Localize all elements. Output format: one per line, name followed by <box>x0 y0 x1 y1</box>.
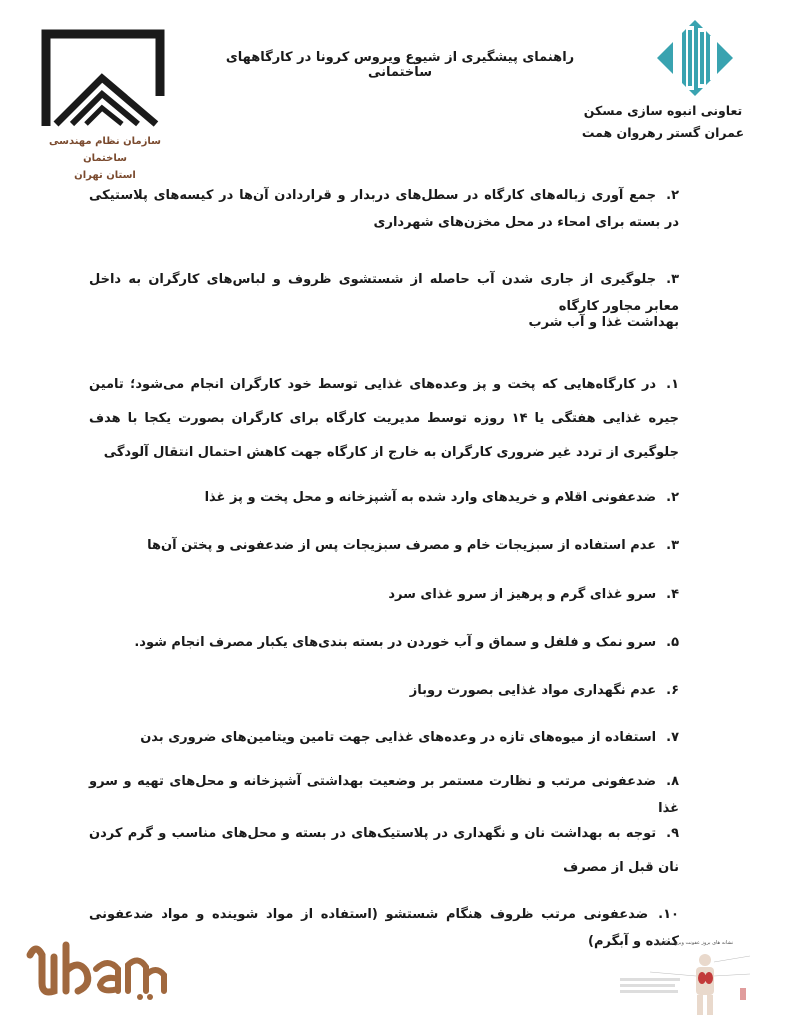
item-number: ۴. <box>666 587 679 602</box>
list-item <box>89 484 679 511</box>
org-caption <box>30 133 180 184</box>
item-text: سرو غذای گرم و پرهیز از سرو غذای سرد <box>388 587 657 602</box>
coop-line1: تعاونی انبوه سازی مسکن <box>583 103 743 118</box>
document-title: راهنمای پیشگیری از شیوع ویروس کرونا در کارگاههای ساختمانی <box>225 50 575 80</box>
list-item <box>89 901 679 955</box>
item-text: عدم استفاده از سبزیجات خام و مصرف سبزیجات پس از ضدعفونی و پختن آن‌ها <box>147 538 657 553</box>
item-text: ضدعفونی اقلام و خریدهای وارد شده به آشپزخانه و محل پخت و پز غذا <box>204 490 657 505</box>
item-number: ۵. <box>666 635 679 650</box>
cooperative-name <box>563 100 763 144</box>
item-number: ۹. <box>666 826 679 841</box>
poster-title: نشانه های بروز عفونت ویروس کرونا <box>656 940 734 946</box>
item-number: ۶. <box>666 683 679 698</box>
cooperative-logo <box>655 18 735 102</box>
list-item <box>89 581 679 608</box>
item-number: ۲. <box>666 188 679 203</box>
item-text: ضدعفونی مرتب ظروف هنگام شستشو (استفاده از مواد شوینده و مواد ضدعفونی کننده و آبگرم) <box>89 907 679 949</box>
item-text: عدم نگهداری مواد غذایی بصورت روباز <box>409 683 657 698</box>
list-item <box>89 724 679 751</box>
list-item <box>89 368 679 470</box>
list-item <box>89 817 679 885</box>
item-number: ۳. <box>666 538 679 553</box>
list-item <box>89 532 679 559</box>
item-text: ضدعفونی مرتب و نظارت مستمر بر وضعیت بهداشتی آشپزخانه و محل‌های تهیه و سرو غذا <box>89 774 679 816</box>
item-text: جلوگیری از جاری شدن آب حاصله از شستشوی ظروف و لباس‌های کارگران به داخل معابر مجاور کارگاه <box>89 272 679 314</box>
item-text: سرو نمک و فلفل و سماق و آب خوردن در بسته بندی‌های یکبار مصرف انجام شود. <box>134 635 657 650</box>
item-number: ۸. <box>666 774 679 789</box>
list-item <box>89 768 679 822</box>
engineering-org-logo <box>38 26 168 135</box>
list-item <box>89 677 679 704</box>
org-name: سازمان نظام مهندسی ساختمان <box>49 136 161 164</box>
symptoms-poster <box>610 940 780 1020</box>
item-text: استفاده از میوه‌های تازه در وعده‌های غذایی جهت تامین ویتامین‌های ضروری بدن <box>140 730 657 745</box>
item-number: ۱۰. <box>658 907 679 922</box>
item-number: ۷. <box>666 730 679 745</box>
section-heading: بهداشت غذا و آب شرب <box>528 315 679 330</box>
body-figure-icon <box>610 948 780 1018</box>
list-item <box>89 182 679 236</box>
coop-line2: عمران گستر رهروان همت <box>581 125 745 140</box>
item-text: در کارگاه‌هایی که پخت و پز وعده‌های غذایی توسط خود کارگران انجام می‌شود؛ تامین جیره غذایی هفتگی یا ۱۴ روزه توسط مدیریت کارگاه برای کارگران بصورت یکجا با هدف جلوگیری از تردد غیر ضروری کارگران به خارج از کارگاه جهت کاهش احتمال انتقال آلودگی <box>89 377 679 460</box>
list-item <box>89 266 679 320</box>
item-text: توجه به بهداشت نان و نگهداری در پلاستیک‌های در بسته و محل‌های مناسب و گرم کردن نان قبل از مصرف <box>89 826 679 875</box>
list-item <box>89 629 679 656</box>
company-logo <box>22 935 172 1009</box>
item-number: ۲. <box>666 490 679 505</box>
item-number: ۱. <box>666 377 679 392</box>
item-text: جمع آوری زباله‌های کارگاه در سطل‌های دربدار و قراردادن آن‌ها در کیسه‌های پلاستیکی در بسته برای امحاء در محل مخزن‌های شهرداری <box>89 188 679 230</box>
item-number: ۳. <box>666 272 679 287</box>
org-city: استان تهران <box>74 170 136 181</box>
